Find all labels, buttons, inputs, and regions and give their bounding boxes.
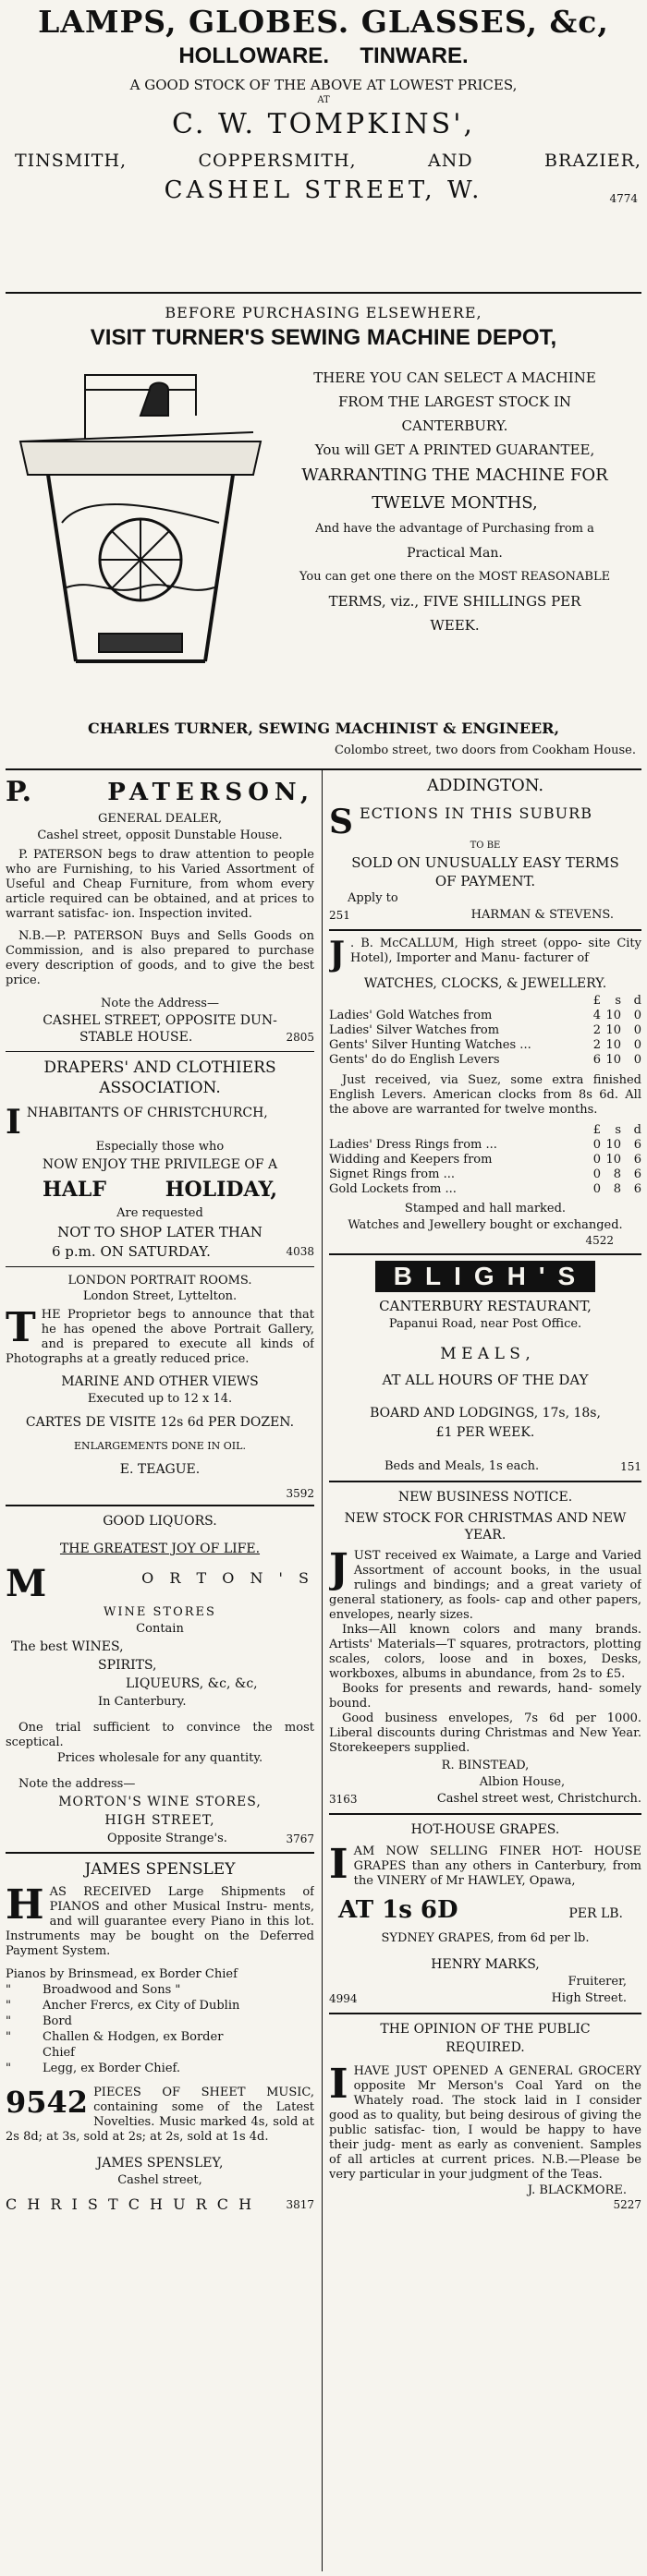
turner-ad xyxy=(6,297,641,783)
table-row: Gents' Silver Hunting Watches ... 2 10 0 xyxy=(329,1038,641,1052)
paterson-name: PATERSON, xyxy=(107,779,314,806)
mccallum-code: 4522 xyxy=(585,1234,614,1247)
drapers-line: NOW ENJOY THE PRIVILEGE OF A xyxy=(42,1157,278,1172)
binstead-ad xyxy=(329,1488,641,1808)
turner-line: Practical Man. xyxy=(407,546,503,561)
morton-line: In Canterbury. xyxy=(98,1695,187,1709)
list-item: Bord xyxy=(43,2014,72,2028)
table-row: Gents' do do English Levers 6 10 0 xyxy=(329,1053,641,1067)
marks-line: High Street. xyxy=(551,1991,627,2005)
paterson-code: 2805 xyxy=(286,1031,314,1044)
drapers-half: HALF xyxy=(43,1178,106,1202)
turner-line: You will GET A PRINTED GUARANTEE, xyxy=(314,441,595,458)
teague-line: ENLARGEMENTS DONE IN OIL. xyxy=(74,1440,246,1452)
binstead-title: NEW BUSINESS NOTICE. xyxy=(397,1490,573,1505)
list-item: Broadwood and Sons " xyxy=(43,1983,181,1997)
teague-line: CARTES DE VISITE 12s 6d PER DOZEN. xyxy=(25,1415,295,1430)
morton-line: LIQUEURS, &c, &c, xyxy=(126,1676,258,1691)
spensley-title: JAMES SPENSLEY xyxy=(84,1860,236,1879)
table-row: Gold Lockets from ... 0 8 6 xyxy=(329,1182,641,1196)
divider xyxy=(329,1481,641,1482)
morton-sub: THE GREATEST JOY OF LIFE. xyxy=(59,1542,261,1556)
binstead-text: Books for presents and rewards, hand- somely bound. xyxy=(329,1682,641,1711)
drapers-line: Especially those who xyxy=(95,1140,225,1154)
list-item: Legg, ex Border Chief. xyxy=(43,2062,180,2075)
tompkins-sub: HOLLOWARE. TINWARE. xyxy=(178,43,469,68)
bligh-line: Beds and Meals, 1s each. xyxy=(385,1459,540,1473)
binstead-name: R. BINSTEAD, xyxy=(441,1759,530,1772)
marks-line: Fruiterer, xyxy=(568,1975,627,1989)
turner-line: TERMS, viz., FIVE SHILLINGS PER xyxy=(328,593,581,610)
addington-line: ECTIONS IN THIS SUBURB xyxy=(360,804,592,822)
binstead-text: UST received ex Waimate, a Large and Varied Assortment of account books, in the usual rulings and bindings; and a great variety of general stationery, as fools- cap and other papers, envelopes, nearly sizes. xyxy=(329,1549,641,1622)
teague-line: Executed up to 12 x 14. xyxy=(87,1392,233,1406)
addington-title: ADDINGTON. xyxy=(426,776,544,795)
spensley-line: Pianos by Brinsmead, ex Border Chief xyxy=(6,1967,238,1981)
drapers-ad xyxy=(6,1058,314,1261)
spensley-initial: H xyxy=(6,1881,44,1929)
tompkins-at: AT xyxy=(317,95,330,105)
spensley-city: C H R I S T C H U R C H xyxy=(6,2195,255,2213)
marks-line: SYDNEY GRAPES, from 6d per lb. xyxy=(381,1931,590,1945)
morton-line: WINE STORES xyxy=(104,1605,216,1619)
paterson-role: GENERAL DEALER, xyxy=(97,812,223,826)
divider xyxy=(6,1266,314,1267)
divider xyxy=(6,768,641,770)
teague-code: 3592 xyxy=(286,1487,314,1500)
morton-name: O R T O N ' S xyxy=(141,1569,314,1587)
teague-title: LONDON PORTRAIT ROOMS. xyxy=(67,1274,252,1288)
spensley-count: 9542 xyxy=(6,2085,89,2120)
drapers-title: DRAPERS' AND CLOTHIERS ASSOCIATION. xyxy=(43,1058,276,1097)
morton-line: Contain xyxy=(136,1622,184,1636)
morton-line: One trial sufficient to convince the most sceptical. xyxy=(6,1721,314,1749)
marks-initial: I xyxy=(329,1841,348,1888)
paterson-address-line: CASHEL STREET, OPPOSITE DUN- xyxy=(43,1013,277,1028)
morton-line: SPIRITS, xyxy=(98,1658,157,1673)
addington-line: TO BE xyxy=(470,841,501,851)
bligh-ad xyxy=(329,1261,641,1475)
paterson-text: N.B.—P. PATERSON Buys and Sells Goods on Commission, and is also prepared to purchase every description of goods, and to give the best price. xyxy=(6,929,314,987)
blackmore-code: 5227 xyxy=(613,2198,641,2211)
teague-line: MARINE AND OTHER VIEWS xyxy=(61,1374,259,1389)
morton-initial: M xyxy=(6,1562,47,1605)
spensley-name: JAMES SPENSLEY, xyxy=(96,2156,224,2171)
bligh-address: Papanui Road, near Post Office. xyxy=(388,1317,582,1331)
list-item: Ancher Frercs, ex City of Dublin xyxy=(43,1999,240,2013)
bligh-line: £1 PER WEEK. xyxy=(435,1425,535,1440)
left-column xyxy=(6,774,314,2573)
mccallum-line: Stamped and hall marked. xyxy=(404,1202,567,1215)
addington-agents: HARMAN & STEVENS. xyxy=(470,908,614,922)
addington-line: OF PAYMENT. xyxy=(434,873,536,889)
bligh-line: BOARD AND LODGINGS, 17s, 18s, xyxy=(370,1406,601,1421)
turner-line: CANTERBURY. xyxy=(401,417,508,434)
mccallum-text: Just received, via Suez, some extra finished English Levers. American clocks from 8s 6d. All the above are warranted for twelve months. xyxy=(329,1073,641,1117)
turner-line: FROM THE LARGEST STOCK IN xyxy=(337,393,572,410)
bligh-code: 151 xyxy=(620,1460,641,1473)
teague-ad xyxy=(6,1273,314,1501)
morton-address-line: MORTON'S WINE STORES, xyxy=(58,1795,262,1809)
teague-initial: T xyxy=(6,1304,36,1351)
tompkins-line: A GOOD STOCK OF THE ABOVE AT LOWEST PRICES, xyxy=(129,77,518,93)
spensley-piano-list: " Broadwood and Sons " " Ancher Frercs, ex City of Dublin " Bord " Challen & Hodgen, ex Border Chief " Legg, ex Border Chief. xyxy=(6,1983,240,2075)
marks-name: HENRY MARKS, xyxy=(431,1957,540,1972)
binstead-line: Albion House, xyxy=(479,1775,566,1789)
tompkins-address: CASHEL STREET, W. xyxy=(164,176,483,204)
table-row: Ladies' Silver Watches from 2 10 0 xyxy=(329,1023,641,1037)
marks-text: AM NOW SELLING FINER HOT- HOUSE GRAPES than any others in Canterbury, from the VINERY of Mr HAWLEY, Opawa, xyxy=(353,1844,641,1888)
turner-line: And have the advantage of Purchasing from a xyxy=(315,522,594,536)
drapers-initial: I xyxy=(6,1103,21,1142)
addington-line: Apply to xyxy=(348,891,398,905)
addington-ad xyxy=(329,774,641,924)
turner-footer: CHARLES TURNER, SEWING MACHINIST & ENGINEER, xyxy=(87,720,560,737)
teague-name: E. TEAGUE. xyxy=(119,1462,201,1477)
mccallum-trade: WATCHES, CLOCKS, & JEWELLERY. xyxy=(363,976,607,991)
morton-line: Prices wholesale for any quantity. xyxy=(56,1751,263,1765)
teague-text: HE Proprietor begs to announce that that he has opened the above Portrait Gallery, and is prepared to execute all kinds of Photographs at a greatly reduced price. xyxy=(6,1308,314,1366)
paterson-initial: P. xyxy=(6,776,32,808)
turner-headline: VISIT TURNER'S SEWING MACHINE DEPOT, xyxy=(90,325,557,350)
paterson-note: Note the Address— xyxy=(101,997,219,1010)
column-rule xyxy=(322,770,323,2571)
blackmore-name: J. BLACKMORE. xyxy=(527,2183,627,2197)
list-item: Challen & Hodgen, ex Border xyxy=(43,2030,224,2044)
drapers-code: 4038 xyxy=(286,1245,314,1258)
binstead-sub: NEW STOCK FOR CHRISTMAS AND NEW YEAR. xyxy=(344,1511,627,1542)
bligh-line: AT ALL HOURS OF THE DAY xyxy=(382,1372,589,1388)
drapers-time: 6 p.m. ON SATURDAY. xyxy=(52,1243,211,1260)
table-row: Ladies' Dress Rings from ... 0 10 6 xyxy=(329,1138,641,1152)
turner-pre: BEFORE PURCHASING ELSEWHERE, xyxy=(165,304,482,321)
drapers-line: NHABITANTS OF CHRISTCHURCH, xyxy=(26,1106,268,1120)
addington-initial: S xyxy=(329,803,354,841)
morton-address-line: HIGH STREET, xyxy=(104,1813,215,1828)
drapers-line: Are requested xyxy=(116,1206,203,1220)
tompkins-ad xyxy=(6,4,641,207)
spensley-line: Cashel street, xyxy=(117,2173,202,2187)
mccallum-text: . B. McCALLUM, High street (oppo- site City Hotel), Importer and Manu- facturer of xyxy=(350,937,641,965)
tompkins-headline: LAMPS, GLOBES. GLASSES, &c, xyxy=(38,4,609,40)
blackmore-title: THE OPINION OF THE PUBLIC REQUIRED. xyxy=(380,2022,591,2055)
spensley-text: PIECES OF SHEET MUSIC, containing some of the Latest Novelties. Music marked 4s, sold at 2s 8d; at 3s, sold at 2s; at 2s, sold at 1s 4d. xyxy=(6,2086,314,2144)
list-item: Chief xyxy=(43,2046,75,2060)
turner-line: You can get one there on the MOST REASONABLE xyxy=(299,570,611,584)
marks-ad xyxy=(329,1820,641,2007)
bligh-title: BLIGH'S xyxy=(375,1261,595,1292)
right-column xyxy=(329,774,641,2573)
binstead-initial: J xyxy=(329,1545,348,1592)
bligh-meals: M E A L S , xyxy=(440,1345,531,1363)
binstead-text: Inks—All known colors and many brands. Artists' Materials—T squares, protractors, plotting scales, colors, loose and in boxes, Desks, workboxes, albums in abundance, from 2s to £5. xyxy=(329,1623,641,1681)
morton-line: Note the address— xyxy=(18,1777,136,1791)
tompkins-name: C. W. TOMPKINS', xyxy=(172,108,475,140)
mccallum-price-table: £ s d Ladies' Gold Watches from 4 10 0 Ladies' Silver Watches from 2 10 0 Gents' Silver Hunting Watches ... 2 10 0 Gents' do do English Levers 6 10 0 xyxy=(329,994,641,1067)
tompkins-trades: TINSMITH, COPPERSMITH, AND BRAZIER, xyxy=(15,151,641,171)
divider xyxy=(6,1852,314,1854)
divider xyxy=(6,292,641,294)
teague-address: London Street, Lyttelton. xyxy=(82,1289,238,1303)
divider xyxy=(329,1813,641,1815)
paterson-address: Cashel street, opposit Dunstable House. xyxy=(37,828,283,842)
paterson-text: P. PATERSON begs to draw attention to people who are Furnishing, to his Varied Assortment of Useful and Cheap Furniture, from whom every article required can be obtained, and at prices to warrant satisfac- ion. Inspection invited. xyxy=(6,848,314,921)
morton-code: 3767 xyxy=(286,1832,314,1845)
addington-line: SOLD ON UNUSUALLY EASY TERMS xyxy=(351,854,619,871)
marks-line: PER LB. xyxy=(568,1906,623,1921)
paterson-ad xyxy=(6,774,314,1046)
turner-line: WEEK. xyxy=(430,617,480,634)
divider xyxy=(329,1253,641,1255)
mccallum-ad xyxy=(329,937,641,1248)
bligh-sub: CANTERBURY RESTAURANT, xyxy=(379,1298,592,1314)
turner-footer-address: Colombo street, two doors from Cookham House. xyxy=(334,744,636,757)
sewing-machine-icon xyxy=(11,357,270,698)
turner-line: TWELVE MONTHS, xyxy=(372,493,538,513)
table-row: Widding and Keepers from 0 10 6 xyxy=(329,1153,641,1167)
drapers-line: NOT TO SHOP LATER THAN xyxy=(57,1224,262,1240)
mccallum-line: Watches and Jewellery bought or exchanged. xyxy=(348,1218,623,1232)
morton-line: The best WINES, xyxy=(11,1639,124,1654)
binstead-code: 3163 xyxy=(329,1793,358,1806)
morton-title: GOOD LIQUORS. xyxy=(103,1514,217,1529)
marks-code: 4994 xyxy=(329,1992,358,2005)
morton-address-line: Opposite Strange's. xyxy=(107,1832,227,1845)
marks-price: AT 1s 6D xyxy=(338,1896,458,1924)
spensley-text: AS RECEIVED Large Shipments of PIANOS and other Musical Instru- ments, and will guarantee every Piano in this lot. Instruments may be bought on the Deferred Payment System. xyxy=(6,1885,314,1958)
blackmore-initial: I xyxy=(329,2061,348,2108)
divider xyxy=(6,1505,314,1506)
mccallum-price-table: £ s d Ladies' Dress Rings from ... 0 10 6 Widding and Keepers from 0 10 6 Signet Rings from ... 0 8 6 Gold Lockets from ... 0 8 6 xyxy=(329,1123,641,1196)
spensley-ad xyxy=(6,1859,314,2215)
morton-ad xyxy=(6,1512,314,1848)
binstead-line: Cashel street west, Christchurch. xyxy=(436,1792,641,1806)
binstead-text: Good business envelopes, 7s 6d per 1000. Liberal discounts during Christmas and New Year. Storekeepers supplied. xyxy=(329,1711,641,1755)
divider xyxy=(329,929,641,931)
table-row: Signet Rings from ... 0 8 6 xyxy=(329,1167,641,1181)
addington-code: 251 xyxy=(329,909,350,922)
drapers-holiday: HOLIDAY, xyxy=(165,1178,277,1202)
spensley-code: 3817 xyxy=(286,2198,314,2211)
turner-line: WARRANTING THE MACHINE FOR xyxy=(301,466,608,485)
blackmore-ad xyxy=(329,2020,641,2212)
marks-title: HOT-HOUSE GRAPES. xyxy=(410,1822,560,1837)
paterson-address-line: STABLE HOUSE. xyxy=(79,1030,193,1045)
tompkins-code: 4774 xyxy=(609,192,638,205)
turner-line: THERE YOU CAN SELECT A MACHINE xyxy=(313,369,596,386)
blackmore-text: HAVE JUST OPENED A GENERAL GROCERY opposite Mr Merson's Coal Yard on the Whately road. The stock laid in I consider good as to quality, but being desirous of giving the public satisfac- tion, I would be happy to have their judg- ment as early as convenient. Samples of all articles at current prices. N.B.—Please be very particular in your judgment of the Teas. xyxy=(329,2064,641,2182)
divider xyxy=(6,1051,314,1052)
divider xyxy=(329,2013,641,2014)
mccallum-initial: J xyxy=(329,935,346,974)
table-row: Ladies' Gold Watches from 4 10 0 xyxy=(329,1009,641,1022)
